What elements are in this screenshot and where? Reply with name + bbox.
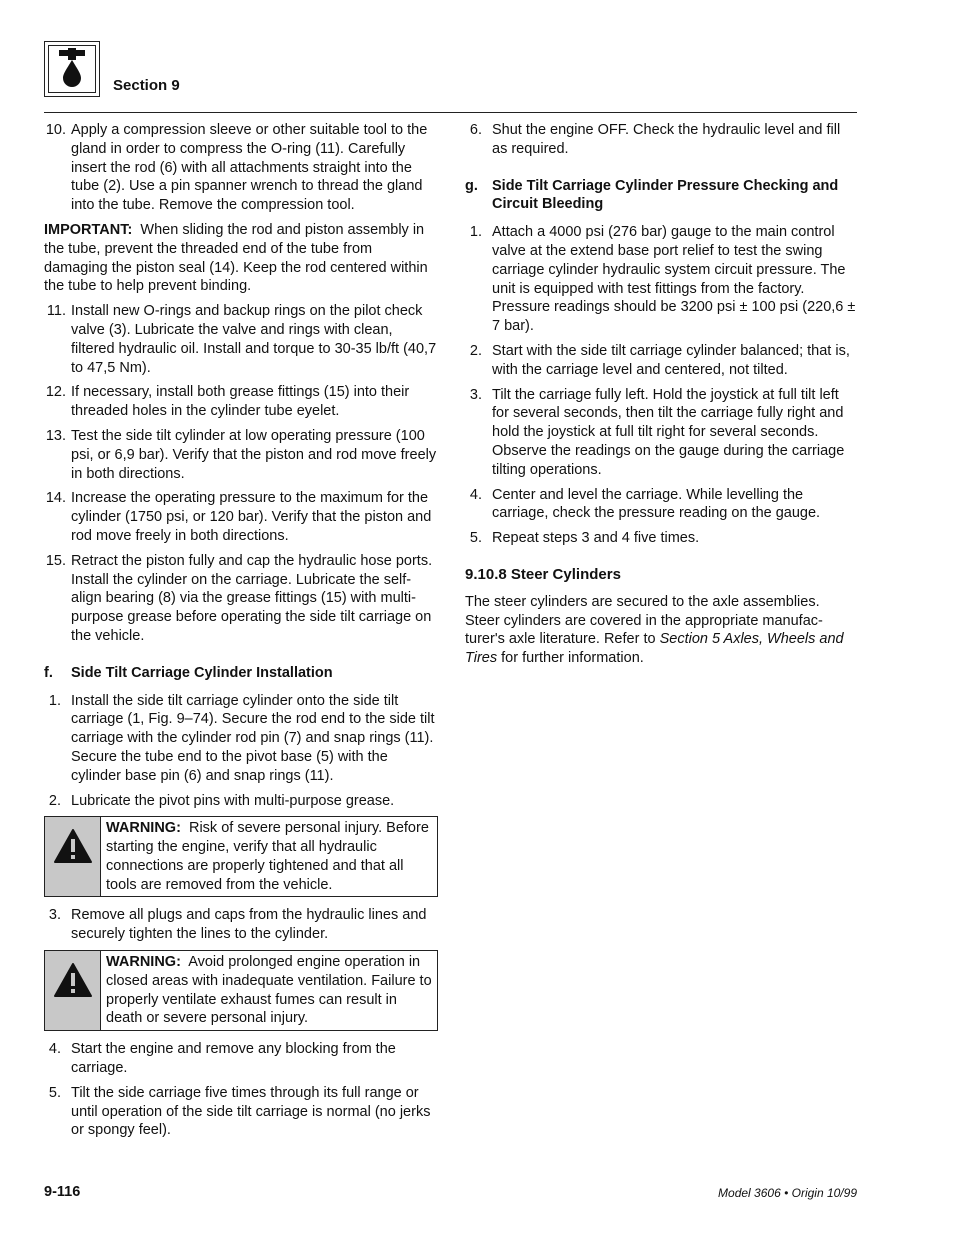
subsection-title: Side Tilt Carriage Cylinder Pressure Checking and Circuit Bleeding xyxy=(492,177,839,213)
steer-paragraph xyxy=(465,593,857,668)
section-title: Section 9 xyxy=(113,77,180,94)
list-item xyxy=(44,792,438,811)
warning-icon xyxy=(45,817,101,896)
page-number: 9-116 xyxy=(44,1184,81,1200)
item-text: Retract the piston fully and cap the hydraulic hose ports. Install the cylinder on the carriage. Lubricate the self-align bearing (8) via the grease fittings (15) with multi-purpose grease before operating the side tilt carriage on the vehicle. xyxy=(71,552,433,644)
warning-message: Avoid prolonged engine operation in closed areas with inadequate ventilation. Failure to properly ventilate exhaust fumes can result in death or severe personal injury. xyxy=(106,954,432,1027)
item-text: If necessary, install both grease fittings (15) into their threaded holes in the cylinder tube eyelet. xyxy=(71,384,410,420)
subsection-title: Side Tilt Carriage Cylinder Installation xyxy=(71,664,333,681)
list-item xyxy=(465,529,857,548)
warning-label: WARNING: xyxy=(106,954,181,971)
warning-message: Risk of severe personal injury. Before starting the engine, verify that all hydraulic connections are properly tightened and that all tools are removed from the vehicle. xyxy=(106,820,429,893)
item-number: 6. xyxy=(469,122,482,138)
subsection-heading xyxy=(44,664,438,683)
item-number: 1. xyxy=(48,692,61,709)
item-number: 5. xyxy=(48,1084,61,1101)
item-text: Test the side tilt cylinder at low operating pressure (100 psi, or 6,9 bar). Verify that the piston and rod move freely in both directions. xyxy=(71,427,437,482)
list-item xyxy=(44,383,438,421)
warning-text xyxy=(101,817,437,896)
item-text: Tilt the side carriage five times through its full range or until operation of the side tilt carriage is normal (no jerks or spongy feel). xyxy=(71,1084,431,1139)
item-number: 3. xyxy=(48,907,61,924)
section-reference: Section 5 Axles, Wheels and Tires xyxy=(465,631,844,667)
list-item xyxy=(465,223,857,336)
steer-text: The steer cylinders are secured to the axle assemblies. Steer cylinders are covered in the appropriate manufacturer's axle literature. Refer to xyxy=(465,593,823,648)
subsection-letter: g. xyxy=(465,177,478,194)
list-item xyxy=(44,121,438,215)
important-label: IMPORTANT: xyxy=(44,221,133,238)
list-item xyxy=(465,486,857,524)
warning-box xyxy=(44,950,438,1031)
list-item xyxy=(44,552,438,646)
item-number: 12. xyxy=(45,384,66,401)
item-number: 13. xyxy=(45,427,66,444)
list-item xyxy=(44,692,438,786)
list-item xyxy=(44,1084,438,1140)
item-number: 14. xyxy=(45,490,66,507)
section-heading: 9.10.8 Steer Cylinders xyxy=(465,565,621,583)
right-column xyxy=(465,121,857,674)
item-number: 10. xyxy=(45,122,66,138)
item-text: Start with the side tilt carriage cylinder balanced; that is, with the carriage level and centered, not tilted. xyxy=(492,342,850,378)
warning-box xyxy=(44,816,438,897)
list-item xyxy=(44,1040,438,1078)
item-number: 2. xyxy=(469,342,482,359)
list-item xyxy=(44,906,438,944)
item-text: Lubricate the pivot pins with multi-purpose grease. xyxy=(71,792,395,809)
item-text: Repeat steps 3 and 4 five times. xyxy=(492,530,700,547)
important-text: When sliding the rod and piston assembly in the tube, prevent the threaded end of the tube from damaging the piston seal (14). Keep the rod centered within the tube to help prevent binding. xyxy=(44,221,428,295)
hydraulic-oil-drop-icon xyxy=(48,45,96,93)
item-number: 4. xyxy=(469,486,482,503)
item-text: Shut the engine OFF. Check the hydraulic level and fill as required. xyxy=(492,122,841,157)
list-item xyxy=(465,342,857,380)
section-logo xyxy=(44,41,100,97)
item-text: Apply a compression sleeve or other suitable tool to the gland in order to compress the O-ring (11). Carefully insert the rod (6) with all attachments straight into the tube (2). Use a pin spanner wrench to thread the gland into the tube. Remove the compression tool. xyxy=(71,122,428,214)
item-number: 1. xyxy=(469,224,482,241)
subsection-heading xyxy=(465,177,857,215)
item-number: 4. xyxy=(48,1041,61,1058)
item-text: Install new O-rings and backup rings on the pilot check valve (3). Lubricate the valve and rings with clean, filtered hydraulic oil. Install and torque to 30-35 lb/ft (40,7 to 47,5 Nm). xyxy=(71,303,437,376)
list-item xyxy=(44,302,438,377)
steer-text-end: for further information. xyxy=(497,650,644,667)
item-text: Center and level the carriage. While levelling the carriage, check the pressure reading on the gauge. xyxy=(492,486,821,522)
item-text: Install the side tilt carriage cylinder onto the side tilt carriage (1, Fig. 9–74). Secure the rod end to the side tilt carriage with the cylinder rod pin (7) and snap rings (11). Secure the tube end to the pivot base (5) with the cylinder base pin (6) and snap rings (11). xyxy=(71,692,435,784)
warning-label: WARNING: xyxy=(106,820,181,837)
item-number: 3. xyxy=(469,386,482,403)
left-column xyxy=(44,121,438,1146)
list-item xyxy=(465,121,857,159)
item-number: 5. xyxy=(469,530,482,547)
list-item xyxy=(44,427,438,483)
important-note xyxy=(44,221,438,296)
item-text: Attach a 4000 psi (276 bar) gauge to the main control valve at the extend base port relief to test the swing carriage cylinder hydraulic system circuit pressure. The unit is equipped with test fittings from the factory. Pressure readings should be 3200 psi ± 100 psi (220,6 ± 7 bar). xyxy=(492,224,856,335)
list-item xyxy=(465,386,857,480)
item-text: Remove all plugs and caps from the hydraulic lines and securely tighten the lines to the cylinder. xyxy=(71,907,427,943)
item-number: 15. xyxy=(45,552,66,569)
model-info: Model 3606 • Origin 10/99 xyxy=(718,1186,857,1200)
subsection-letter: f. xyxy=(44,664,53,681)
item-number: 11. xyxy=(46,303,66,320)
warning-icon xyxy=(45,951,101,1030)
list-item xyxy=(44,489,438,545)
item-number: 2. xyxy=(48,792,61,809)
warning-text xyxy=(101,951,437,1030)
item-text: Increase the operating pressure to the maximum for the cylinder (1750 psi, or 120 bar). Verify that the piston and rod move freely in both directions. xyxy=(71,490,432,544)
item-text: Start the engine and remove any blocking from the carriage. xyxy=(71,1041,396,1077)
header-rule xyxy=(44,112,857,113)
item-text: Tilt the carriage fully left. Hold the joystick at full tilt left for several seconds, then tilt the carriage fully right and hold the joystick at full tilt right for several seconds. Observe the readings on the gauge during the carriage tilting operations. xyxy=(492,386,845,478)
